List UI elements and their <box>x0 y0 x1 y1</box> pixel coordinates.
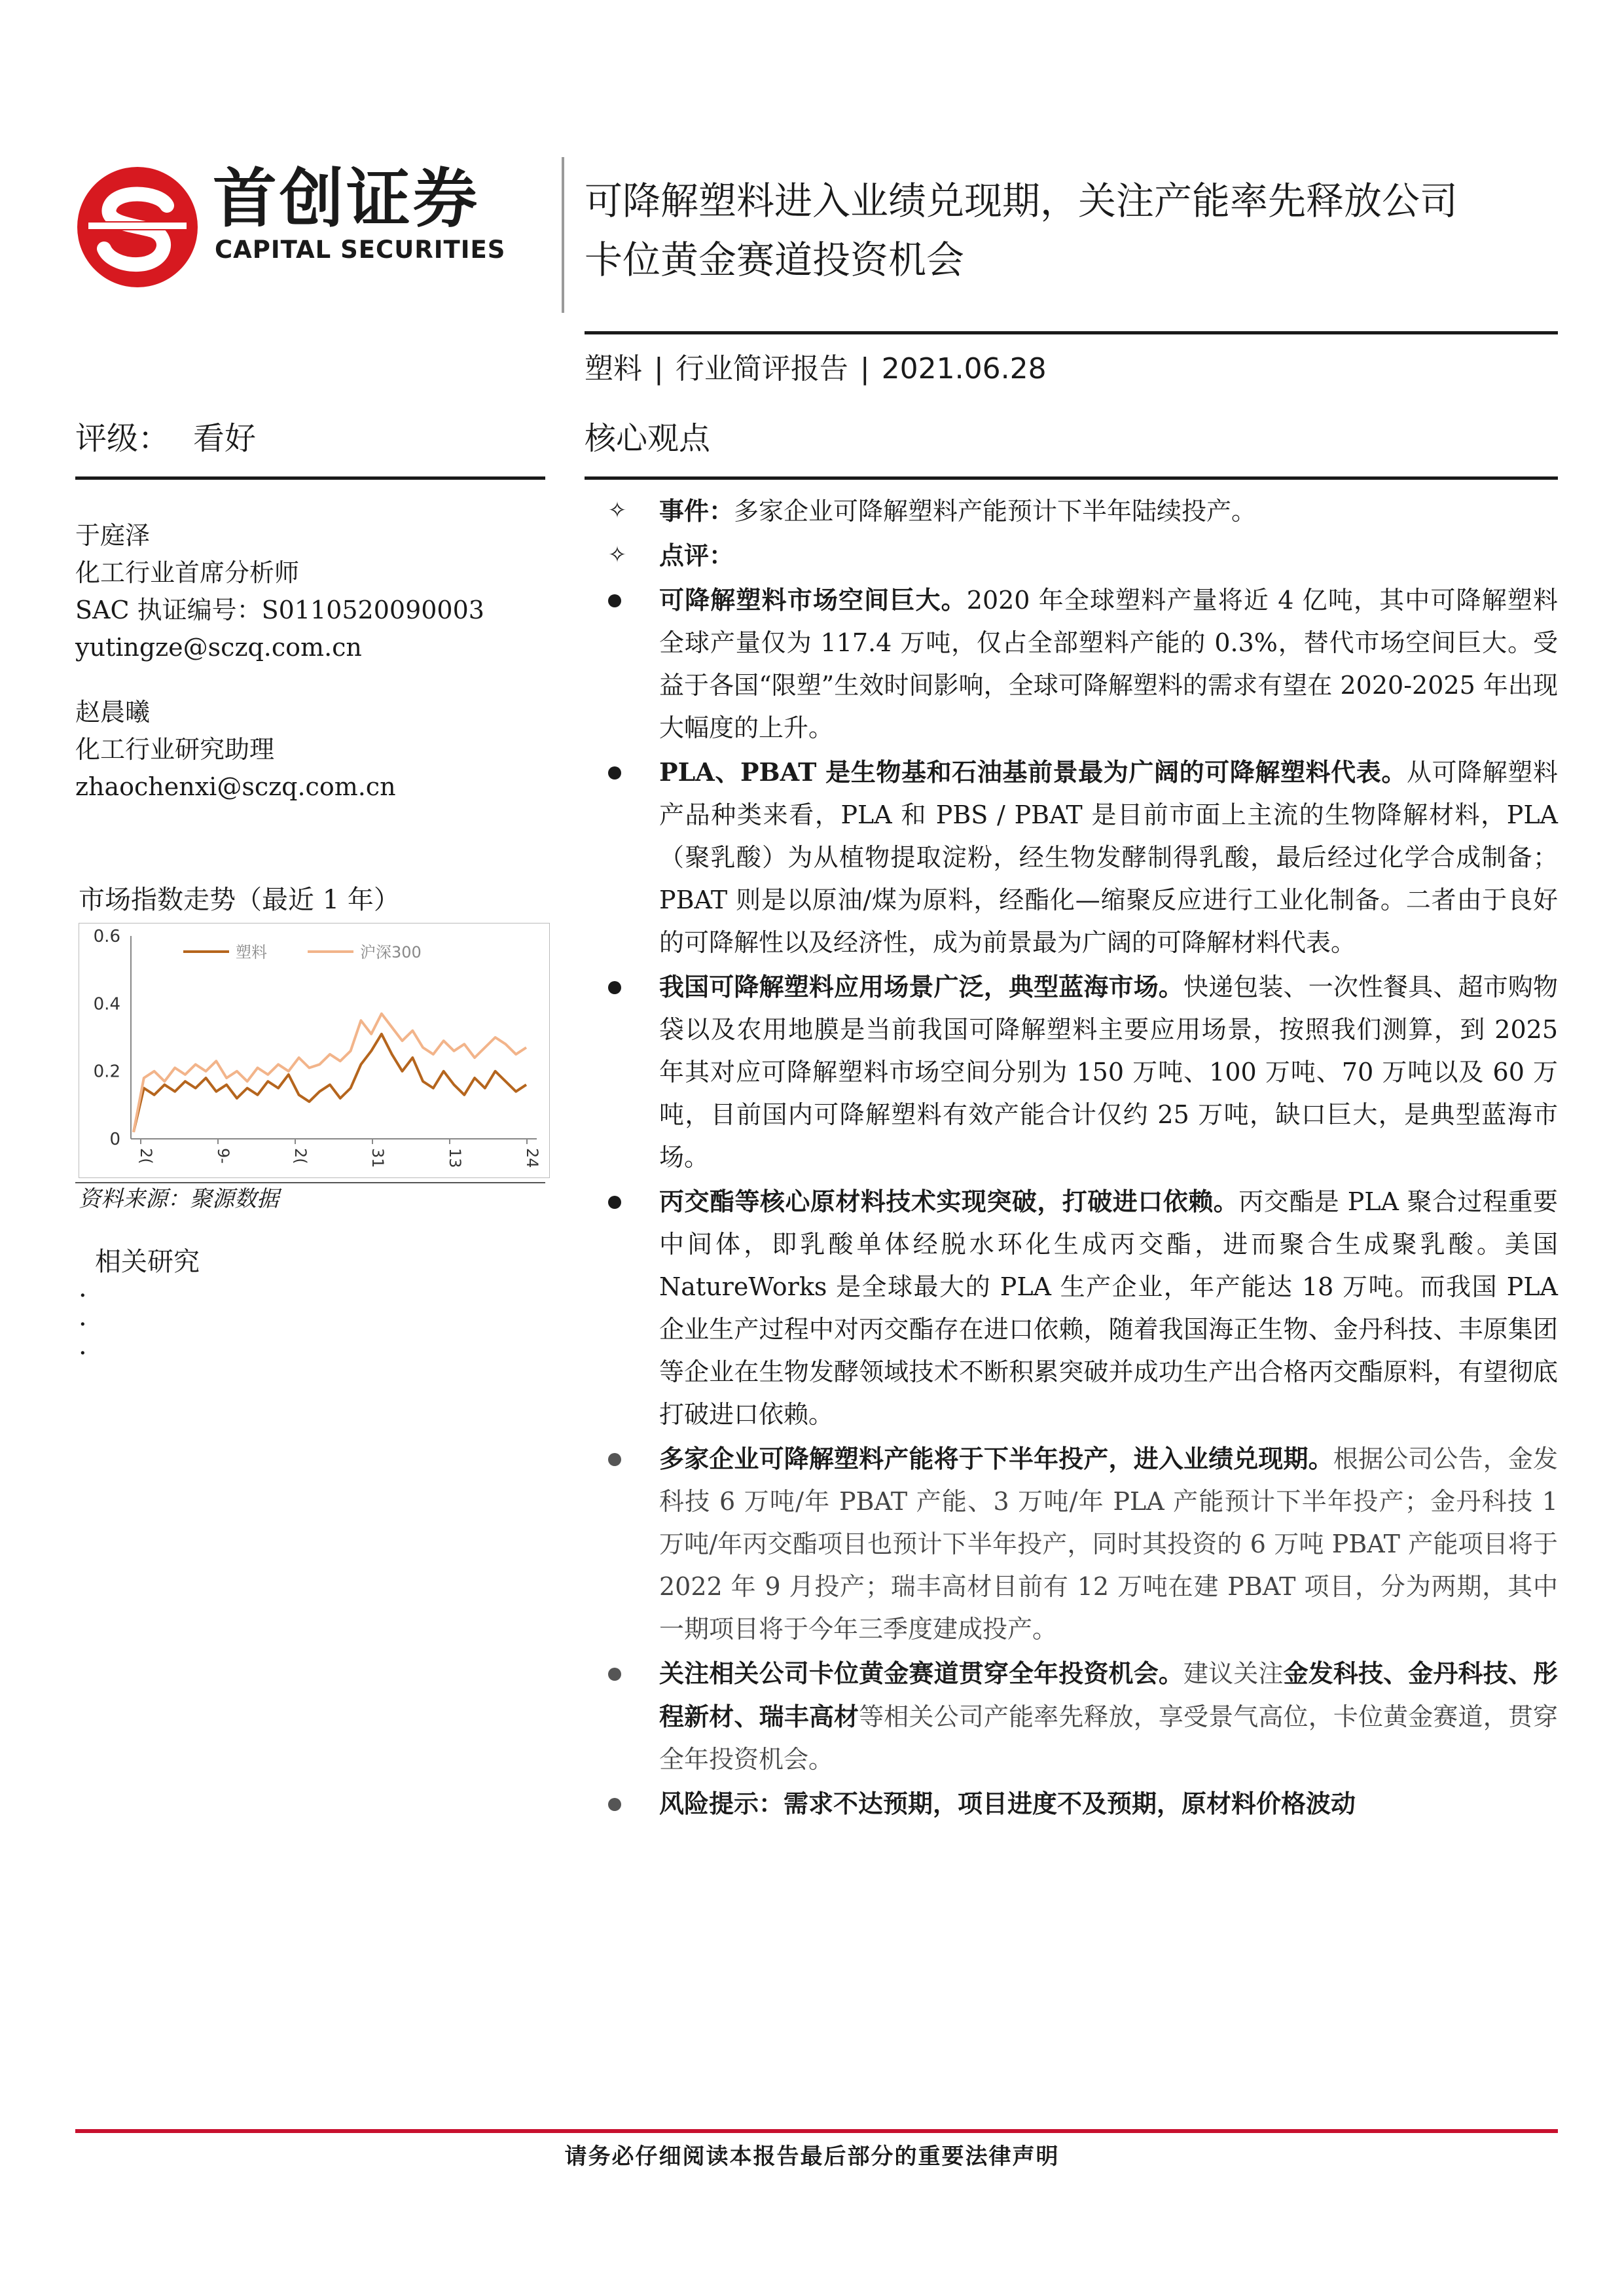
point-heading: 我国可降解塑料应用场景广泛，典型蓝海市场。 <box>659 972 1183 1001</box>
chart-source: 资料来源：聚源数据 <box>79 1186 279 1212</box>
point-text: 从可降解塑料产品种类来看，PLA 和 PBS / PBAT 是目前市面上主流的生物降解材料，PLA（聚乳酸）为从植物提取淀粉，经生物发酵制得乳酸，最后经过化学合成制备；PBAT 则是以原油/煤为原料，经酯化—缩聚反应进行工业化制备。二者由于良好的可降解性以及经济性，成为前景最为广阔的可降解材料代表。 <box>659 758 1558 957</box>
x-tick-label: 9- <box>214 1148 232 1164</box>
bullet-dot-icon <box>608 1453 621 1466</box>
list-item <box>585 1652 1558 1781</box>
brand-name-cn: 首创证券 <box>213 162 480 236</box>
list-item <box>585 965 1558 1179</box>
x-tick-label: 31 <box>369 1148 387 1168</box>
core-views-title: 核心观点 <box>585 420 711 457</box>
diamond-bullet-icon: ✧ <box>607 542 627 568</box>
diamond-bullet-icon: ✧ <box>607 497 627 524</box>
brand-name-en: CAPITAL SECURITIES <box>215 236 506 264</box>
point-heading: 可降解塑料市场空间巨大。 <box>659 585 967 615</box>
point-text: 丙交酯是 PLA 聚合过程重要中间体，即乳酸单体经脱水环化生成丙交酯，进而聚合生成聚乳酸。美国 NatureWorks 是全球最大的 PLA 生产企业，年产能达 18 万吨。而我国 PLA 企业生产过程中对丙交酯存在进口依赖，随着我国海正生物、金丹科技、丰原集团等企业在生物发酵领域技术不断积累突破并成功生产出合格丙交酯原料，有望彻底打破进口依赖。 <box>659 1187 1558 1429</box>
rating-rule <box>75 476 545 480</box>
point-companies: 金发科技、金丹科技、彤程新材、瑞丰高材 <box>659 1659 1558 1731</box>
analyst-name: 于庭泽 <box>75 521 151 550</box>
analyst-license: SAC 执证编号：S0110520090003 <box>75 596 484 624</box>
report-date: 2021.06.28 <box>881 352 1047 386</box>
point-text-pre: 建议关注 <box>1183 1659 1284 1688</box>
analyst-title: 化工行业研究助理 <box>75 735 275 764</box>
legal-notice: 请务必仔细阅读本报告最后部分的重要法律声明 <box>564 2144 1060 2170</box>
x-tick-label: 13 <box>446 1148 464 1168</box>
point-text: 快递包装、一次性餐具、超市购物袋以及农用地膜是当前我国可降解塑料主要应用场景，按照我们测算，到 2025 年其对应可降解塑料市场空间分别为 150 万吨、100 万吨、70 万吨以及 60 万吨，目前国内可降解塑料有效产能合计仅约 25 万吨，缺口巨大，是典型蓝海市场。 <box>659 973 1558 1172</box>
list-item: · <box>79 1338 87 1369</box>
point-text: 等相关公司产能率先释放，享受景气高位，卡位黄金赛道，贯穿全年投资机会。 <box>659 1702 1558 1774</box>
event-label: 事件： <box>659 496 734 526</box>
legend-label: 沪深300 <box>360 943 422 961</box>
core-views-list <box>585 490 1558 1827</box>
rating-label: 评级： <box>75 420 170 457</box>
list-item <box>585 751 1558 964</box>
point-heading: 风险提示：需求不达预期，项目进度不及预期，原材料价格波动 <box>659 1789 1356 1818</box>
x-tick-label: 2( <box>137 1148 155 1164</box>
list-item <box>585 579 1558 749</box>
header-rule <box>585 331 1558 334</box>
y-tick-label: 0.6 <box>93 927 120 946</box>
event-item <box>585 490 1558 533</box>
bullet-dot-icon <box>608 766 621 780</box>
analyst-card <box>75 694 396 806</box>
bullet-dot-icon <box>608 1196 621 1209</box>
comment-item <box>585 534 1558 577</box>
list-item <box>585 1437 1558 1651</box>
bullet-dot-icon <box>608 594 621 607</box>
y-tick-label: 0 <box>109 1130 120 1149</box>
y-tick-label: 0.2 <box>93 1062 120 1082</box>
rating-value: 看好 <box>193 420 257 457</box>
x-tick-label: 2( <box>291 1148 310 1164</box>
report-sector: 塑料 <box>585 352 642 386</box>
point-heading: PLA、PBAT 是生物基和石油基前景最为广阔的可降解塑料代表。 <box>659 757 1407 787</box>
list-item: · <box>79 1310 87 1340</box>
analyst-title: 化工行业首席分析师 <box>75 558 300 587</box>
event-text: 多家企业可降解塑料产能预计下半年陆续投产。 <box>734 497 1257 526</box>
meta-separator: | <box>859 352 870 386</box>
bullet-dot-icon <box>608 1798 621 1811</box>
header-divider <box>562 157 564 313</box>
list-item <box>585 1180 1558 1436</box>
rating <box>75 419 256 458</box>
point-heading: 丙交酯等核心原材料技术实现突破，打破进口依赖。 <box>659 1187 1239 1216</box>
comment-label: 点评： <box>659 541 734 570</box>
report-title-line2: 卡位黄金赛道投资机会 <box>585 238 965 282</box>
report-title <box>585 171 1566 309</box>
report-meta <box>585 350 1047 389</box>
analyst-card <box>75 517 484 666</box>
x-tick-label: 24 <box>523 1148 541 1168</box>
related-research-list <box>79 1282 87 1368</box>
report-type: 行业简评报告 <box>675 352 848 386</box>
point-text: 根据公司公告，金发科技 6 万吨/年 PBAT 产能、3 万吨/年 PLA 产能预计下半年投产；金丹科技 1 万吨/年丙交酯项目也预计下半年投产，同时其投资的 6 万吨 PBAT 产能项目将于 2022 年 9 月投产；瑞丰高材目前有 12 万吨在建 PBAT 项目，分为两期，其中一期项目将于今年三季度建成投产。 <box>659 1444 1558 1643</box>
list-item <box>585 1782 1558 1825</box>
legend-label: 塑料 <box>236 943 267 961</box>
report-title-line1: 可降解塑料进入业绩兑现期，关注产能率先释放公司 <box>585 179 1458 223</box>
point-text: 2020 年全球塑料产量将近 4 亿吨，其中可降解塑料全球产量仅为 117.4 万吨，仅占全部塑料产能的 0.3%，替代市场空间巨大。受益于各国“限塑”生效时间影响，全球可降解塑料的需求有望在 2020-2025 年出现大幅度的上升。 <box>659 586 1558 742</box>
chart-frame <box>79 924 550 1178</box>
list-item: · <box>79 1281 87 1311</box>
bullet-dot-icon <box>608 1668 621 1681</box>
point-heading: 多家企业可降解塑料产能将于下半年投产，进入业绩兑现期。 <box>659 1444 1333 1473</box>
meta-separator: | <box>654 352 664 386</box>
series-line-hs300 <box>134 1014 526 1132</box>
bullet-dot-icon <box>608 981 621 994</box>
core-views-rule <box>585 476 1558 480</box>
brand-logo-icon <box>75 165 200 289</box>
market-index-chart <box>79 923 550 1178</box>
analyst-name: 赵晨曦 <box>75 698 151 726</box>
y-tick-label: 0.4 <box>93 994 120 1014</box>
analyst-email: zhaochenxi@sczq.com.cn <box>75 772 396 801</box>
analyst-email: yutingze@sczq.com.cn <box>75 633 362 662</box>
point-heading: 关注相关公司卡位黄金赛道贯穿全年投资机会。 <box>659 1659 1183 1688</box>
footer-rule <box>75 2129 1558 2133</box>
related-research-title: 相关研究 <box>95 1247 200 1277</box>
chart-title: 市场指数走势（最近 1 年） <box>79 885 400 915</box>
